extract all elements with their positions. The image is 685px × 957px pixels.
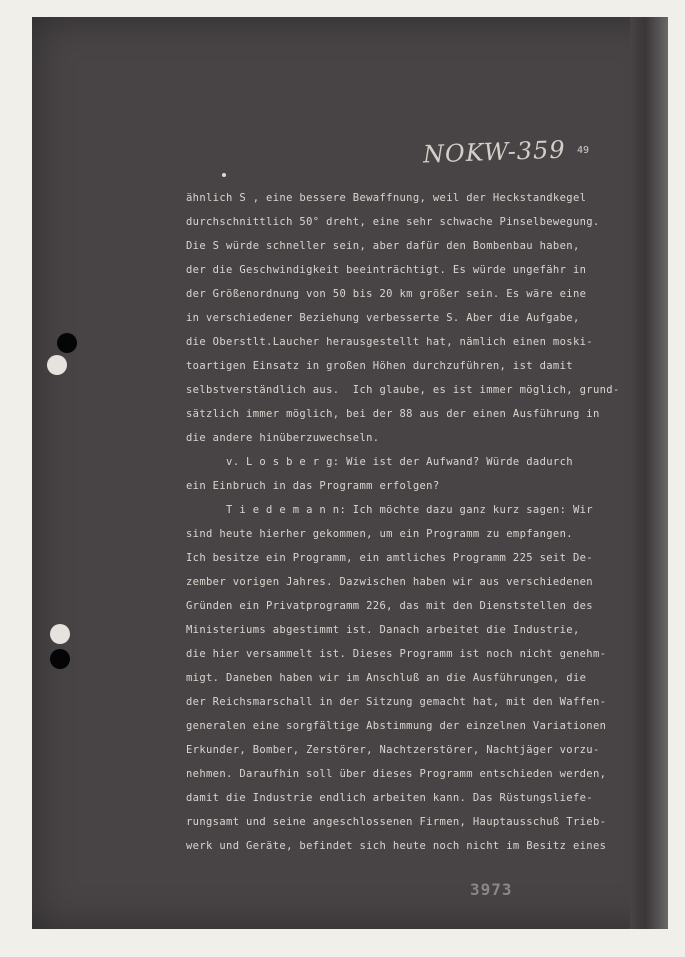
text-line: rungsamt und seine angeschlossenen Firmen, Hauptausschuß Trieb- xyxy=(186,816,607,828)
page-number: 49 xyxy=(577,145,590,156)
text-line: die hier versammelt ist. Dieses Programm ist noch nicht genehm- xyxy=(186,648,607,660)
text-line: toartigen Einsatz in großen Höhen durchzuführen, ist damit xyxy=(186,360,573,372)
ink-dot xyxy=(222,173,226,177)
text-line: Erkunder, Bomber, Zerstörer, Nachtzerstörer, Nachtjäger vorzu- xyxy=(186,744,600,756)
text-line: werk und Geräte, befindet sich heute noch nicht im Besitz eines xyxy=(186,840,607,852)
text-line: der die Geschwindigkeit beeinträchtigt. Es würde ungefähr in xyxy=(186,264,587,276)
text-line: Ich besitze ein Programm, ein amtliches Programm 225 seit De- xyxy=(186,552,593,564)
text-line: ähnlich S , eine bessere Bewaffnung, weil der Heckstandkegel xyxy=(186,192,587,204)
text-line: generalen eine sorgfältige Abstimmung der einzelnen Variationen xyxy=(186,720,607,732)
text-line: ein Einbruch in das Programm erfolgen? xyxy=(186,480,440,492)
handwritten-reference: NOKW-359 xyxy=(422,135,567,169)
text-line: selbstverständlich aus. Ich glaube, es ist immer möglich, grund- xyxy=(186,384,620,396)
text-line: sind heute hierher gekommen, um ein Programm zu empfangen. xyxy=(186,528,573,540)
text-line: durchschnittlich 50° dreht, eine sehr schwache Pinselbewegung. xyxy=(186,216,600,228)
page-stamp-number: 3973 xyxy=(470,880,513,899)
text-line: die Oberstlt.Laucher herausgestellt hat, nämlich einen moski- xyxy=(186,336,593,348)
text-line: nehmen. Daraufhin soll über dieses Programm entschieden werden, xyxy=(186,768,607,780)
text-line: migt. Daneben haben wir im Anschluß an die Ausführungen, die xyxy=(186,672,587,684)
text-line: Gründen ein Privatprogramm 226, das mit den Dienststellen des xyxy=(186,600,593,612)
text-line: damit die Industrie endlich arbeiten kann. Das Rüstungsliefe- xyxy=(186,792,593,804)
punch-hole-lower-light xyxy=(50,624,70,644)
text-line: die andere hinüberzuwechseln. xyxy=(186,432,380,444)
text-line: Die S würde schneller sein, aber dafür den Bombenbau haben, xyxy=(186,240,580,252)
text-line: der Reichsmarschall in der Sitzung gemacht hat, mit den Waffen- xyxy=(186,696,607,708)
text-line: in verschiedener Beziehung verbesserte S. Aber die Aufgabe, xyxy=(186,312,580,324)
text-line: zember vorigen Jahres. Dazwischen haben wir aus verschiedenen xyxy=(186,576,593,588)
text-line: sätzlich immer möglich, bei der 88 aus der einen Ausführung in xyxy=(186,408,600,420)
text-line: der Größenordnung von 50 bis 20 km größer sein. Es wäre eine xyxy=(186,288,587,300)
punch-hole-upper xyxy=(57,333,77,353)
punch-hole-upper-light xyxy=(47,355,67,375)
text-line: v. L o s b e r g: Wie ist der Aufwand? Würde dadurch xyxy=(186,456,573,468)
punch-hole-lower xyxy=(50,649,70,669)
text-line: Ministeriums abgestimmt ist. Danach arbeitet die Industrie, xyxy=(186,624,580,636)
text-line: T i e d e m a n n: Ich möchte dazu ganz kurz sagen: Wir xyxy=(186,504,593,516)
sheet-edge-shadow xyxy=(630,17,668,929)
